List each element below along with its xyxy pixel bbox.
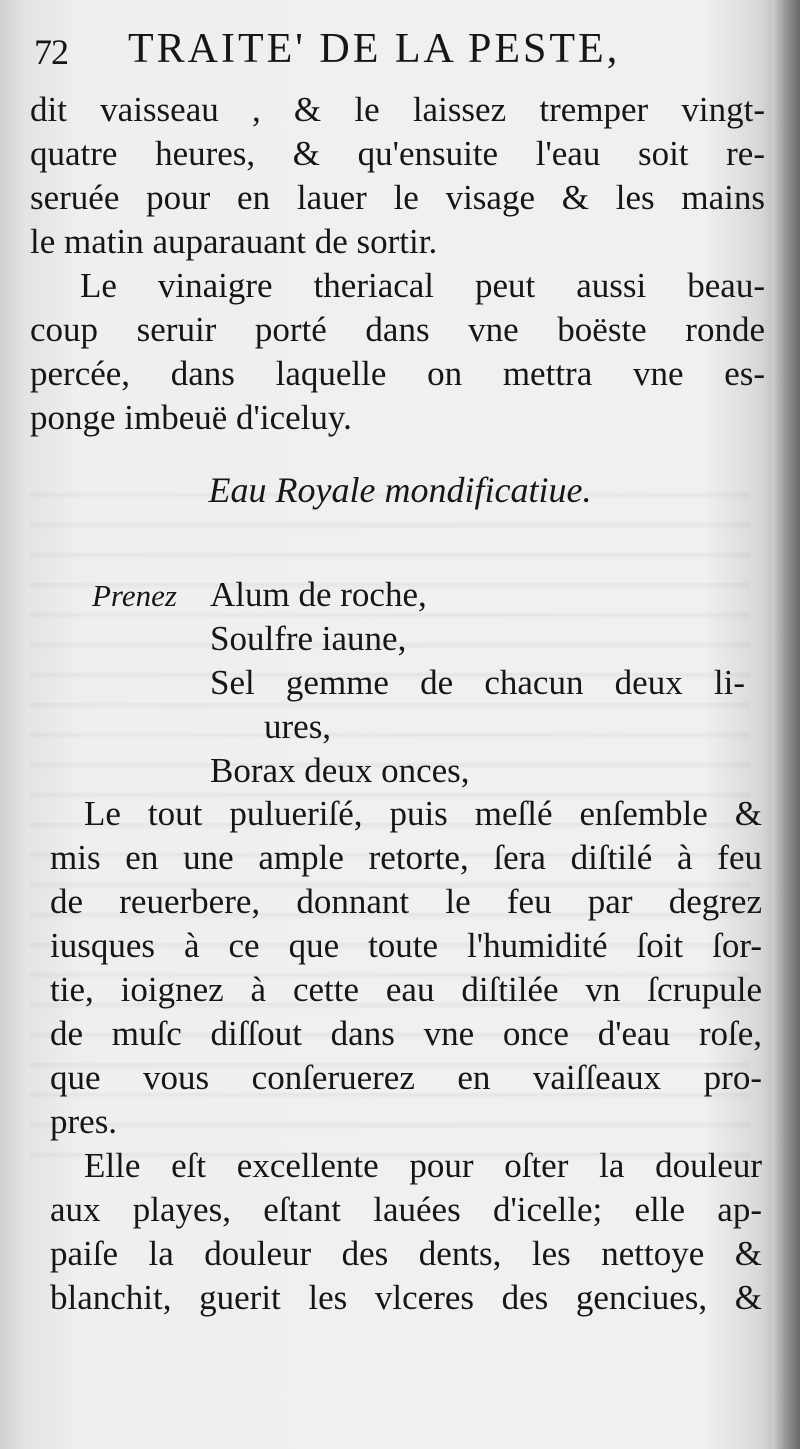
text-line: blanchit, guerit les vlceres des genciues, & (50, 1278, 762, 1317)
ingredient: Soulfre iaune, (210, 619, 407, 658)
text-line: de reuerbere, donnant le feu par degrez (50, 882, 762, 921)
recipe-list (92, 573, 752, 793)
text-line: paiſe la douleur des dents, les nettoye & (50, 1234, 762, 1273)
text-line: quatre heures, & qu'ensuite l'eau soit re- (30, 134, 765, 173)
recipe-line (92, 749, 752, 793)
text-line: pres. (50, 1102, 118, 1141)
text-line: le matin auparauant de sortir. (30, 222, 438, 261)
text-block-top (30, 88, 765, 440)
text-line: dit vaisseau , & le laissez tremper vingt- (30, 90, 765, 129)
text-line: de muſc diſſout dans vne once d'eau roſe, (50, 1014, 762, 1053)
text-block-bottom (50, 792, 762, 1320)
running-title: TRAITE' DE LA PESTE, (128, 26, 621, 72)
ingredient: Borax deux onces, (210, 751, 470, 790)
ingredient: Alum de roche, (210, 575, 427, 614)
text-line: seruée pour en lauer le visage & les mains (30, 178, 765, 217)
ingredient: ures, (264, 707, 332, 746)
text-line: percée, dans laquelle on mettra vne es- (30, 354, 765, 393)
recipe-line (92, 705, 752, 749)
text-line: Le vinaigre theriacal peut aussi beau- (80, 266, 765, 305)
text-line: iusques à ce que toute l'humidité ſoit ſor- (50, 926, 762, 965)
recipe-line (92, 617, 752, 661)
recipe-line (92, 661, 752, 705)
recipe-line (92, 573, 752, 617)
ingredient: Sel gemme de chacun deux li- (210, 663, 745, 702)
text-line: Elle eſt excellente pour oſter la douleur (84, 1146, 762, 1185)
text-line: que vous conſeruerez en vaiſſeaux pro- (50, 1058, 762, 1097)
page-header (34, 26, 744, 86)
text-line: mis en une ample retorte, ſera diſtilé à feu (50, 838, 762, 877)
text-line: Le tout pulueriſé, puis meſlé enſemble & (84, 794, 762, 833)
page-edge-shadow (772, 0, 800, 1449)
prenez-label: Prenez (92, 578, 177, 613)
text-line: coup seruir porté dans vne boëste ronde (30, 310, 765, 349)
page-number: 72 (34, 32, 68, 72)
text-line: aux playes, eſtant lauées d'icelle; elle ap- (50, 1190, 762, 1229)
section-title: Eau Royale mondificatiue. (208, 470, 592, 510)
text-line: tie, ioignez à cette eau diſtilée vn ſcrupule (50, 970, 762, 1009)
text-line: ponge imbeuë d'iceluy. (30, 398, 352, 437)
